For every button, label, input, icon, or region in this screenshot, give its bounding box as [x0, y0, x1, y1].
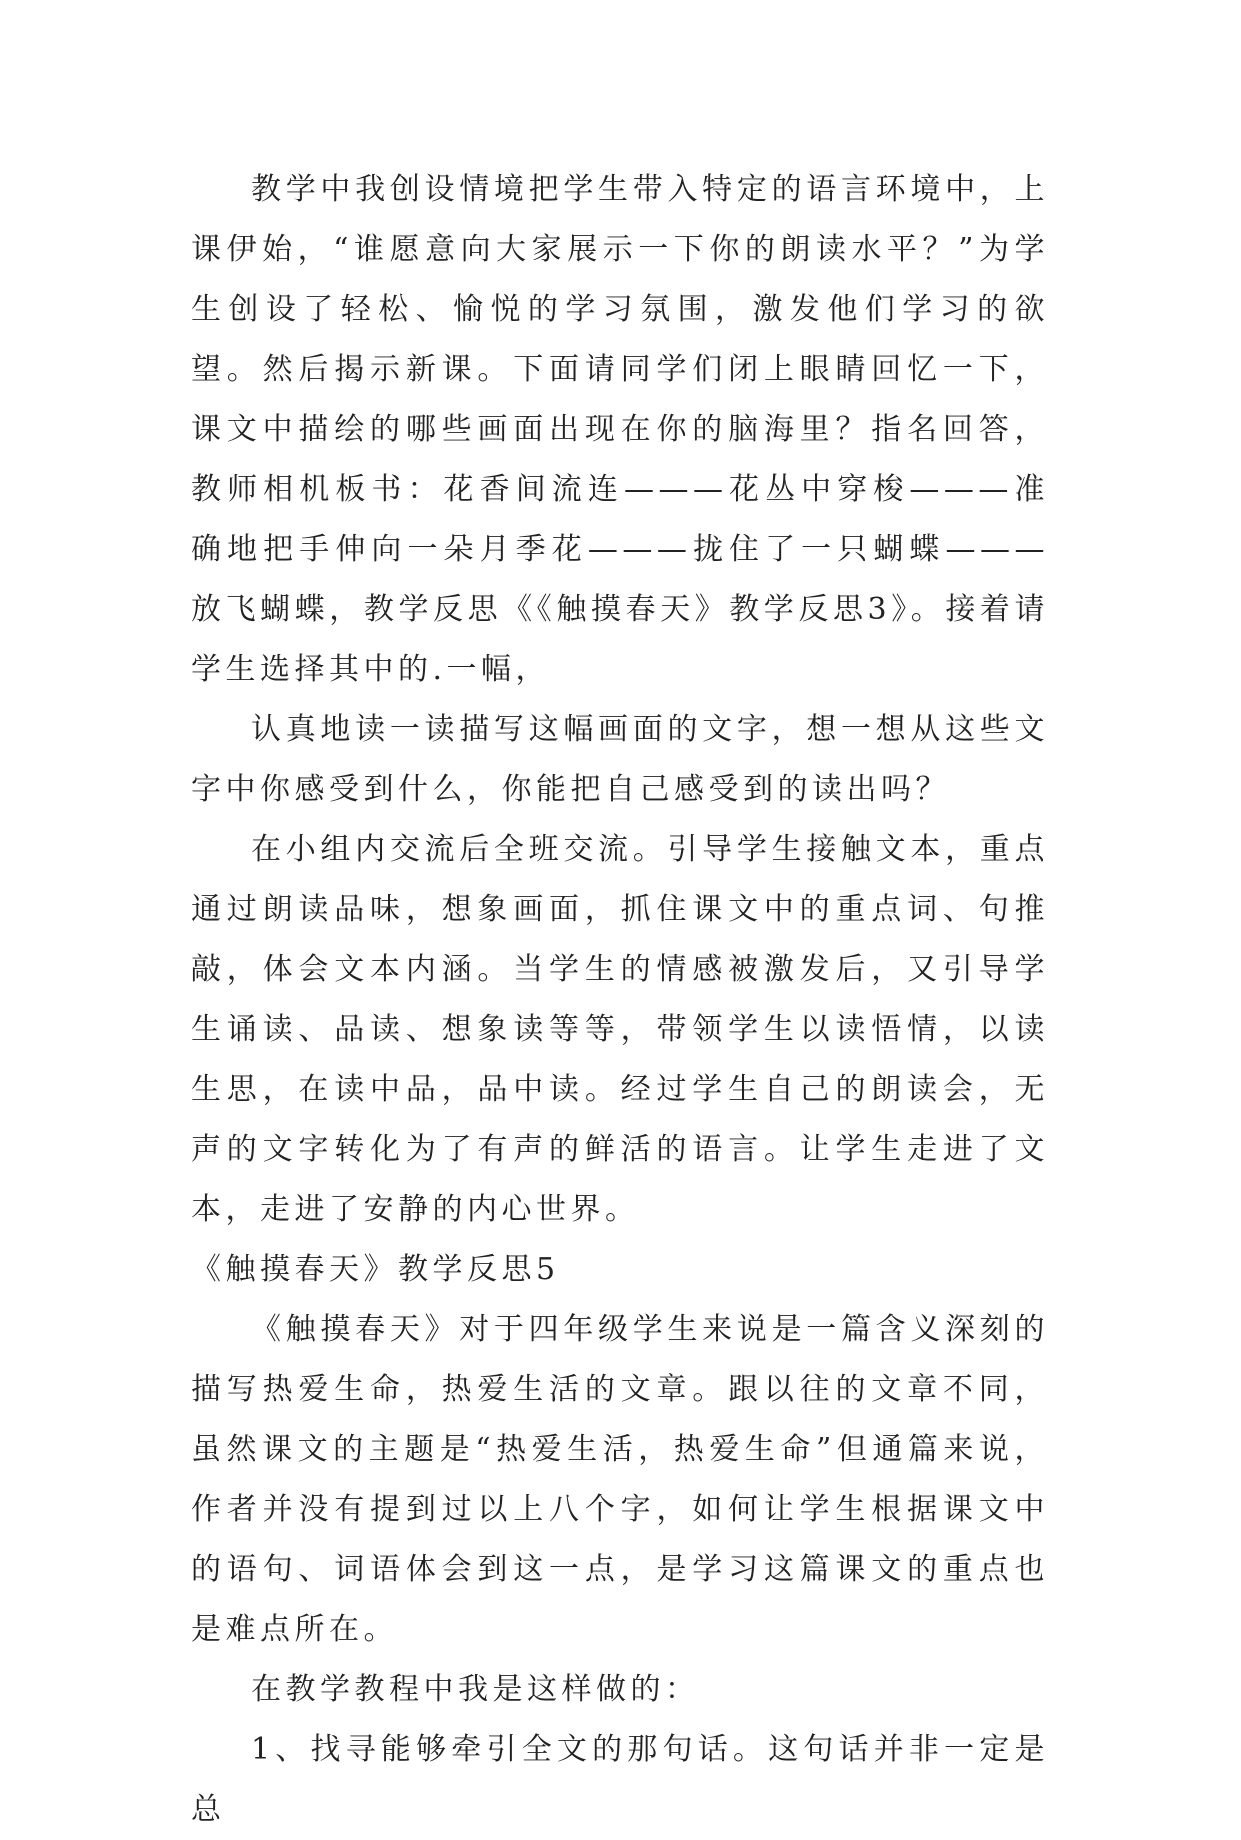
paragraph-intro: 教学中我创设情境把学生带入特定的语言环境中，上课伊始，“谁愿意向大家展示一下你的朗读水平？”为学生创设了轻松、愉悦的学习氛围，激发他们学习的欲望。然后揭示新课。下面请同学们闭上眼睛回忆一下，课文中描绘的哪些画面出现在你的脑海里？指名回答，教师相机板书：花香间流连———花丛中穿梭———准确地把手伸向一朵月季花———拢住了一只蝴蝶———放飞蝴蝶，教学反思《《触摸春天》教学反思3》。接着请学生选择其中的.一幅，: [191, 172, 1049, 687]
paragraph-theme: 《触摸春天》对于四年级学生来说是一篇含义深刻的描写热爱生命，热爱生活的文章。跟以往的文章不同，虽然课文的主题是“热爱生活，热爱生命”但通篇来说，作者并没有提到过以上八个字，如何让学生根据课文中的语句、词语体会到这一点，是学习这篇课文的重点也是难点所在。: [191, 1312, 1049, 1647]
paragraph-read-aloud: 认真地读一读描写这幅画面的文字，想一想从这些文字中你感受到什么，你能把自己感受到的读出吗？: [191, 712, 1049, 807]
paragraph-method: 在教学教程中我是这样做的：: [251, 1672, 700, 1707]
document-body: [191, 160, 1049, 1840]
paragraph-group-exchange: 在小组内交流后全班交流。引导学生接触文本，重点通过朗读品味，想象画面，抓住课文中的重点词、句推敲，体会文本内涵。当学生的情感被激发后，又引导学生诵读、品读、想象读等等，带领学生以读悟情，以读生思，在读中品，品中读。经过学生自己的朗读会，无声的文字转化为了有声的鲜活的语言。让学生走进了文本，走进了安静的内心世界。: [191, 832, 1049, 1227]
section-heading: 《触摸春天》教学反思5: [191, 1252, 560, 1287]
paragraph-step-1: 1、找寻能够牵引全文的那句话。这句话并非一定是总: [191, 1732, 1049, 1827]
